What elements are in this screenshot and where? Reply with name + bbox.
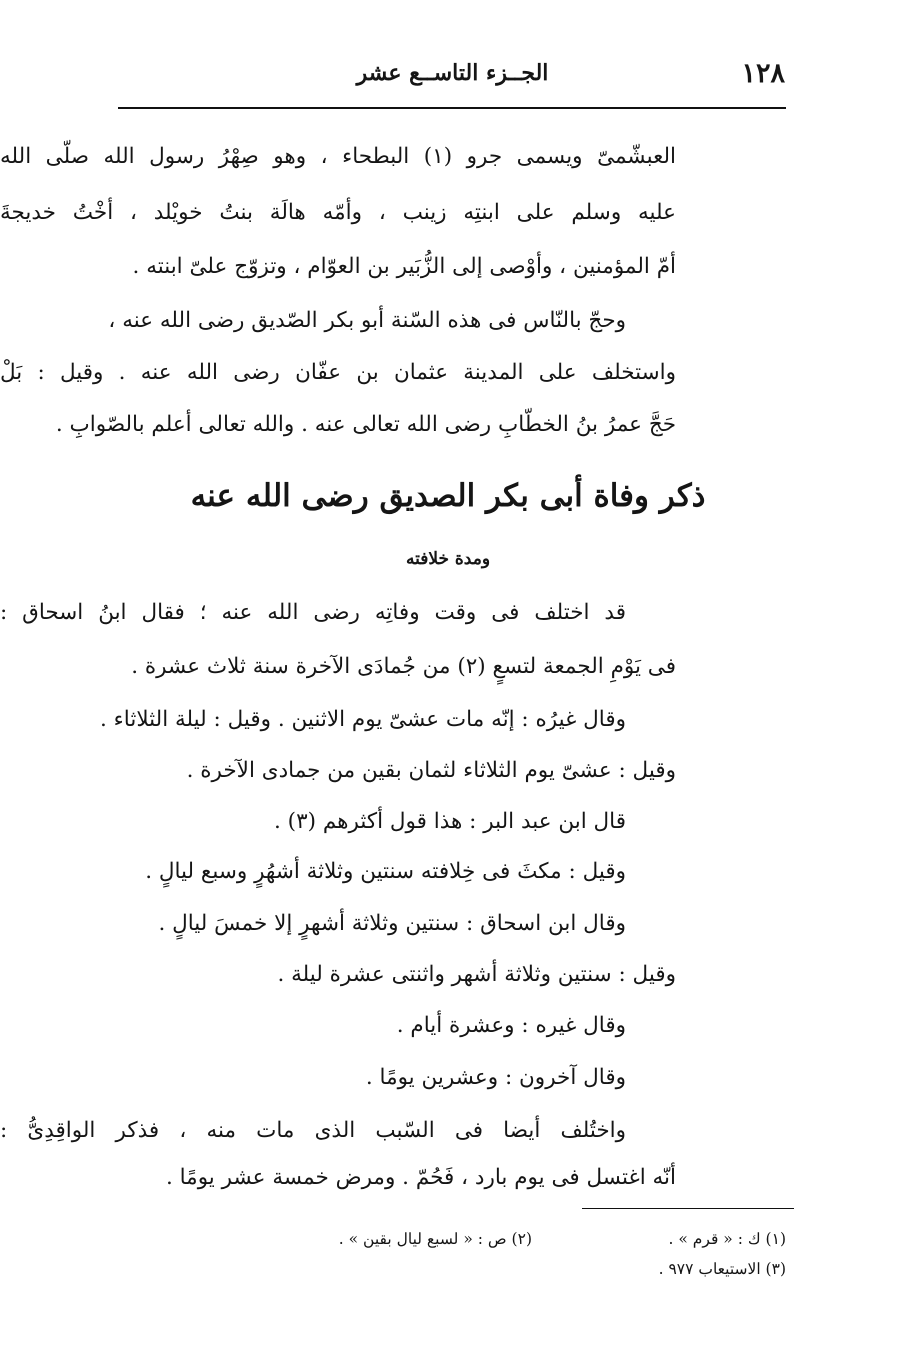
page-number: ١٢٨ — [741, 58, 785, 89]
text-line: وقيل : عشىّ يوم الثلاثاء لثمان بقين من جمادى الآخرة . — [186, 758, 676, 783]
page-header — [120, 58, 785, 102]
text-line: وقال غيرُه : إنّه مات عشىّ يوم الاثنين . وقيل : ليلة الثلاثاء . — [100, 707, 626, 732]
text-line: وقال غيره : وعشرة أيام . — [396, 1013, 626, 1038]
text-line: العبشّمىّ ويسمى جرو (١) البطحاء ، وهو صِهْرُ رسول الله صلّى الله — [0, 144, 676, 169]
section-heading: ذكر وفاة أبى بكر الصديق رضى الله عنه — [190, 478, 706, 514]
text-line: أنّه اغتسل فى يوم بارد ، فَحُمّ . ومرض خمسة عشر يومًا . — [165, 1165, 676, 1190]
footnote-2: (٢) ص : « لسبع ليال بقين » . — [338, 1230, 532, 1248]
text-line: وقال آخرون : وعشرين يومًا . — [365, 1065, 626, 1090]
footnote-3: (٣) الاستيعاب ٩٧٧ . — [658, 1260, 786, 1278]
text-line: قال ابن عبد البر : هذا قول أكثرهم (٣) . — [274, 809, 626, 834]
text-line: وحجّ بالنّاس فى هذه السّنة أبو بكر الصّديق رضى الله عنه ، — [108, 308, 626, 333]
text-line: وقال ابن اسحاق : سنتين وثلاثة أشهرٍ إلا خمسَ ليالٍ . — [158, 911, 626, 936]
footnote-1: (١) ك : « قرم » . — [668, 1230, 786, 1248]
text-line: قد اختلف فى وقت وفاتِه رضى الله عنه ؛ فقال ابنُ اسحاق : — [0, 600, 626, 625]
text-line: حَجَّ عمرُ بنُ الخطّابِ رضى الله تعالى عنه . والله تعالى أعلم بالصّوابِ . — [55, 412, 676, 437]
header-rule — [118, 107, 786, 109]
text-line: عليه وسلم على ابنتِه زينب ، وأمّه هالَة بنتُ خويْلد ، أخْتُ خديجةَ — [0, 200, 676, 225]
running-head: الجــزء التاســع عشر — [356, 60, 549, 86]
text-line: فى يَوْمِ الجمعة لتسعٍ (٢) من جُمادَى الآخرة سنة ثلاث عشرة . — [131, 654, 676, 679]
text-line: واختُلف أيضا فى السّبب الذى مات منه ، فذكر الواقِدِىُّ : — [0, 1118, 626, 1143]
text-line: وقيل : مكثَ فى خِلافته سنتين وثلاثة أشهُرٍ وسبع ليالٍ . — [145, 859, 626, 884]
text-line: أمّ المؤمنين ، وأوْصى إلى الزُّبَير بن العوّام ، وتزوّج علىّ ابنته . — [132, 254, 676, 279]
section-subheading: ومدة خلافته — [405, 549, 491, 569]
text-line: واستخلف على المدينة عثمان بن عفّان رضى الله عنه . وقيل : بَلْ — [0, 360, 676, 385]
footnote-rule — [582, 1208, 794, 1209]
text-line: وقيل : سنتين وثلاثة أشهر واثنتى عشرة ليلة . — [277, 962, 676, 987]
